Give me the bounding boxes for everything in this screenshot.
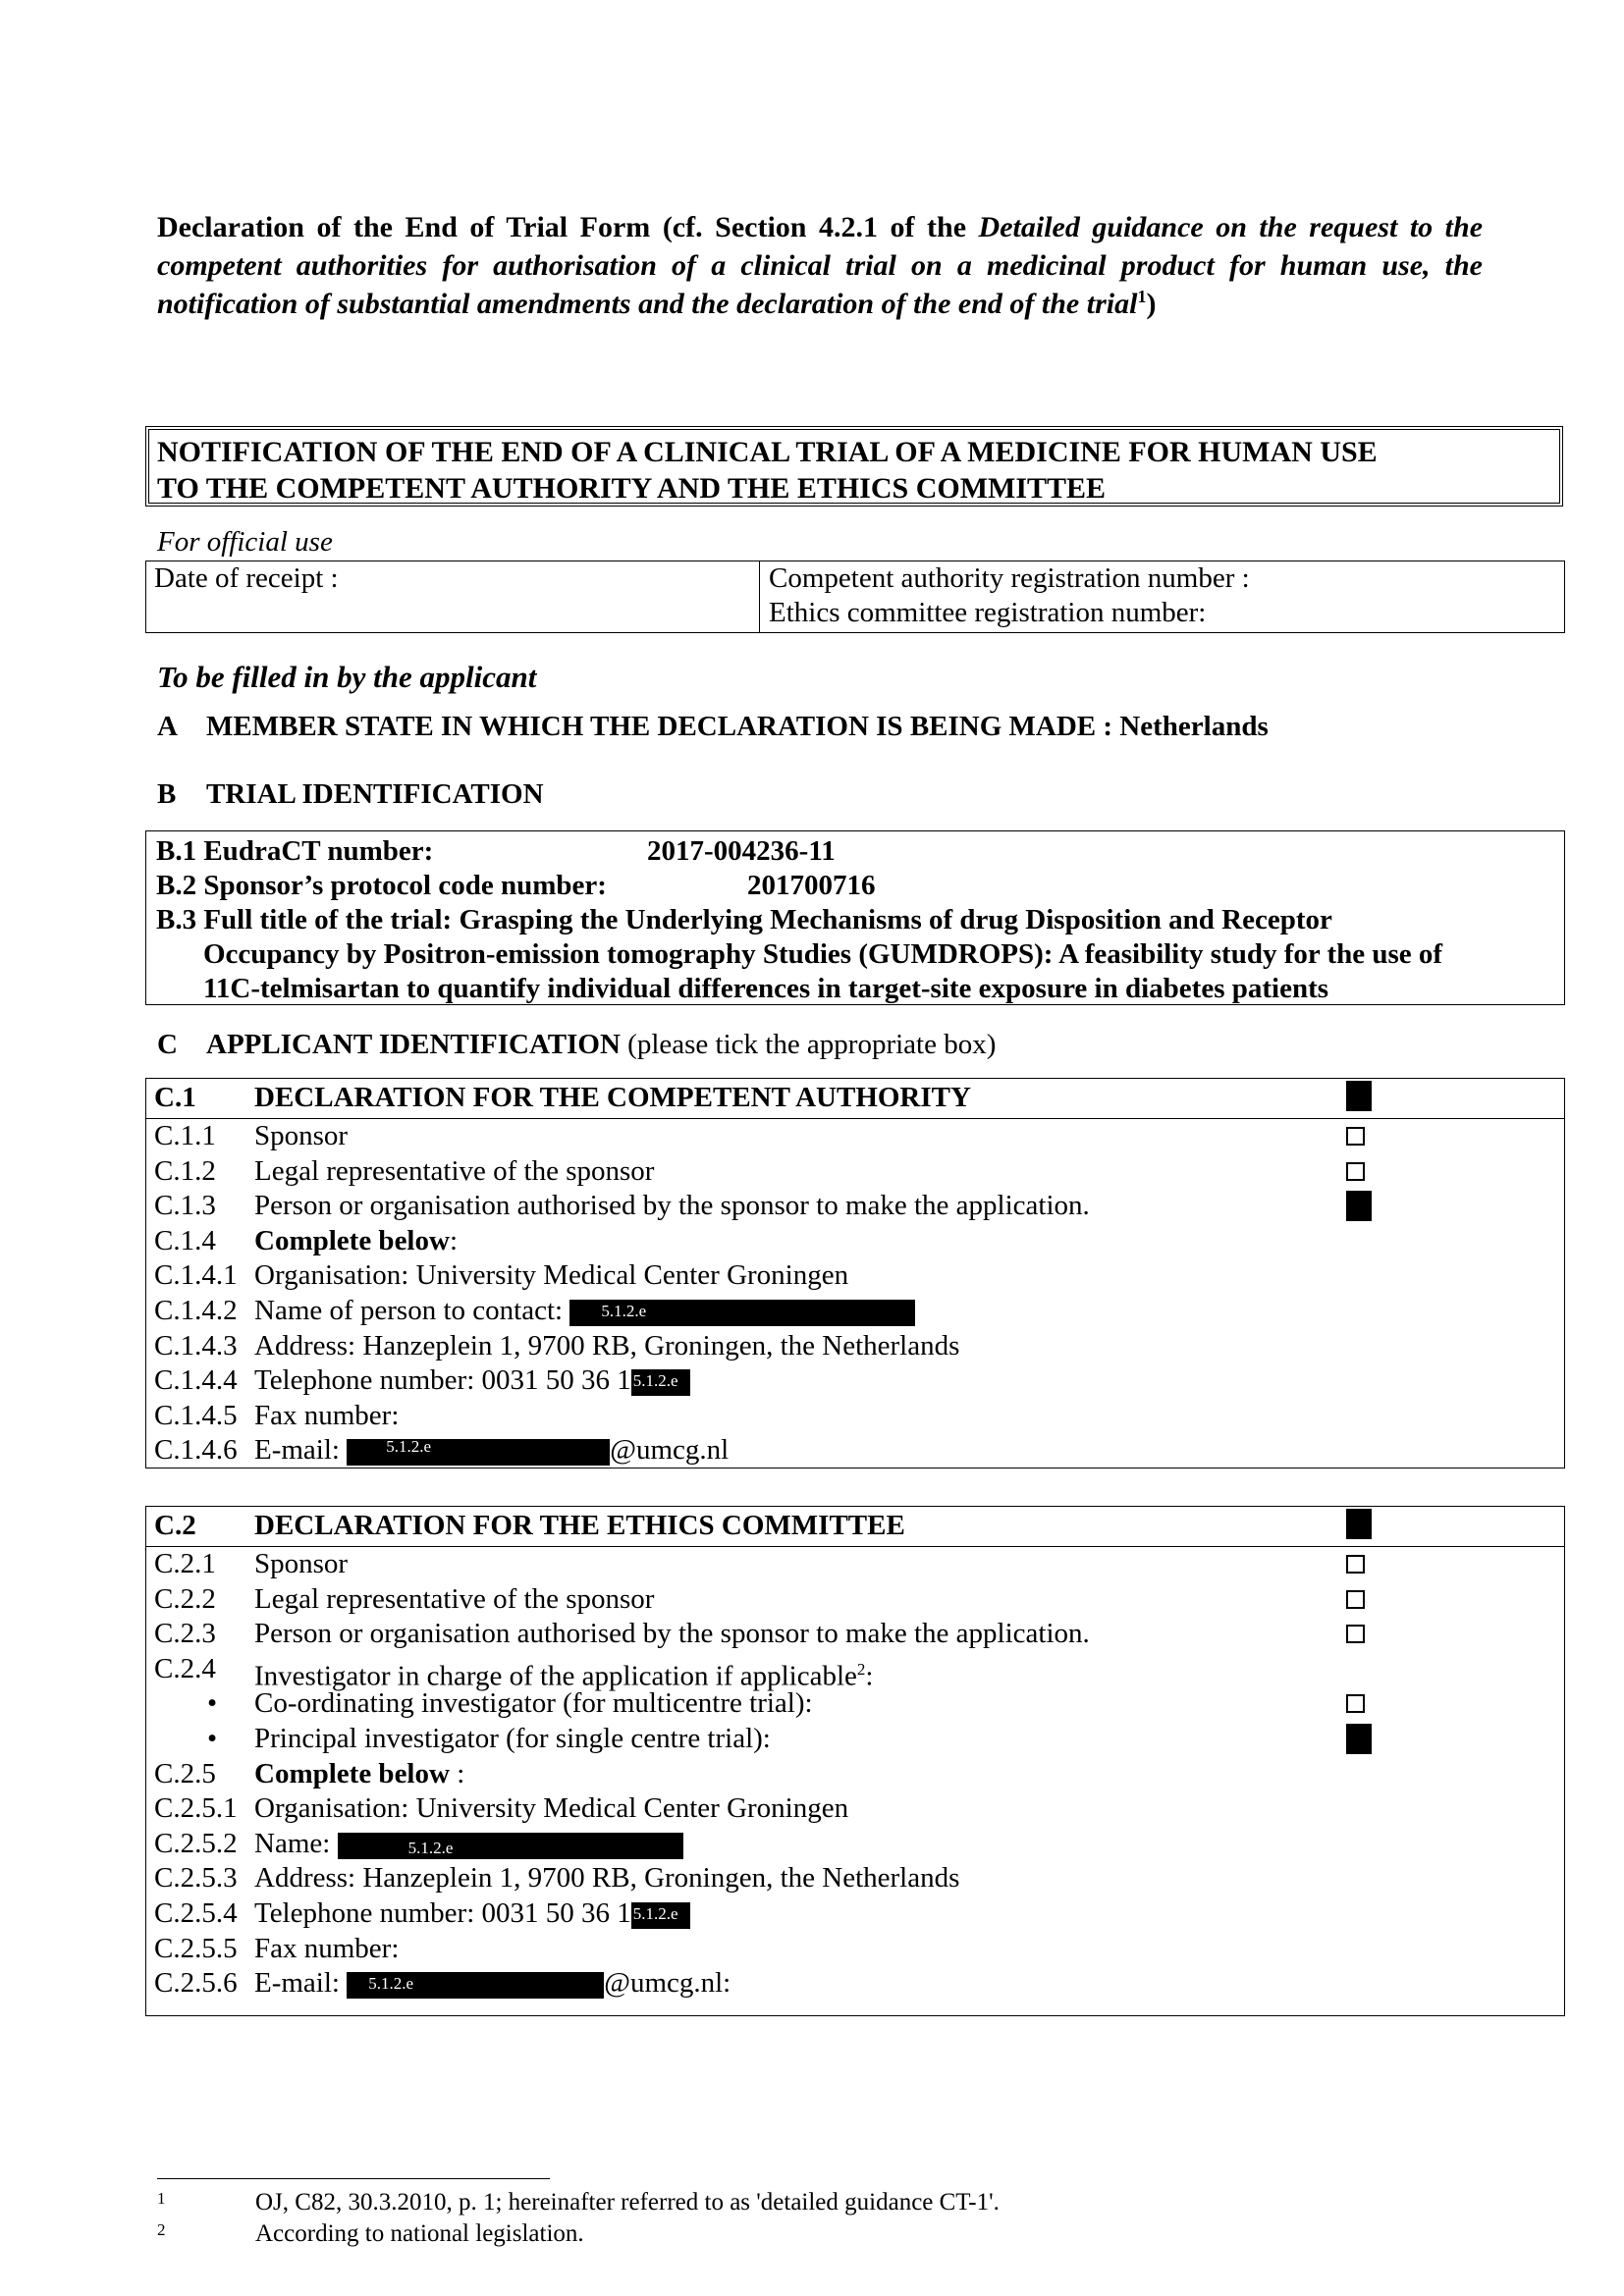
c1-header: C.1 DECLARATION FOR THE COMPETENT AUTHORITY [146, 1079, 1564, 1119]
c1-checkbox[interactable] [1346, 1081, 1372, 1111]
footnote-ref-1: 1 [1137, 287, 1147, 306]
applicant-label: To be filled in by the applicant [157, 660, 537, 694]
c2-row-investigator: C.2.4 Investigator in charge of the application if applicable$^2$: [154, 1652, 874, 1692]
competent-authority-declaration-table [145, 1078, 1565, 1468]
c1-row-complete-below: C.1.4 Complete below: [154, 1224, 458, 1256]
official-use-label: For official use [157, 526, 333, 558]
c2-row-email: C.2.5.6 E-mail: 5.1.2.e @umcg.nl: [154, 1967, 731, 2000]
c2-principal-checkbox[interactable] [1346, 1724, 1372, 1754]
ca-registration-number: Competent authority registration number : [769, 562, 1250, 594]
c2-row-principal: • Principal investigator (for single centre trial): [146, 1722, 1564, 1757]
footnote-2: 2 According to national legislation. [157, 2220, 584, 2247]
c2-row-telephone: C.2.5.4 Telephone number: 0031 50 36 1 5.1.2.e [146, 1896, 1564, 1932]
c1-row-fax: C.1.4.5 Fax number: [154, 1399, 400, 1431]
c2-header: C.2 DECLARATION FOR THE ETHICS COMMITTEE [146, 1507, 1564, 1547]
section-b-heading: B TRIAL IDENTIFICATION [157, 778, 544, 810]
footnote-1: 1 OJ, C82, 30.3.2010, p. 1; hereinafter referred to as 'detailed guidance CT-1'. [157, 2189, 1000, 2216]
c2-row-address: C.2.5.3 Address: Hanzeplein 1, 9700 RB, Groningen, the Netherlands [154, 1862, 960, 1895]
c2-row-organisation: C.2.5.1 Organisation: University Medical Center Groningen [154, 1792, 849, 1825]
footnote-divider [157, 2178, 550, 2179]
c2-authorised-checkbox[interactable] [1346, 1625, 1365, 1643]
ec-registration-number: Ethics committee registration number: [769, 597, 1207, 628]
redaction-block: 5.1.2.e [631, 1369, 690, 1396]
c1-authorised-checkbox[interactable] [1346, 1191, 1372, 1221]
trial-title-line2: Occupancy by Positron-emission tomography Studies (GUMDROPS): A feasibility study for the use of [203, 938, 1443, 970]
trial-identification-table [145, 830, 1565, 1005]
eudract-number: 2017-004236-11 [647, 835, 836, 867]
c1-row-authorised: C.1.3 Person or organisation authorised by the sponsor to make the application. [146, 1189, 1564, 1224]
c1-row-legal-rep: C.1.2 Legal representative of the sponsor [146, 1154, 1564, 1190]
redaction-block: 5.1.2.e [347, 1439, 610, 1466]
protocol-code-row: B.2 Sponsor’s protocol code number: 201700716 [156, 870, 876, 901]
c1-row-address: C.1.4.3 Address: Hanzeplein 1, 9700 RB, Groningen, the Netherlands [154, 1329, 960, 1362]
footnote-ref-2: 2 [856, 1659, 866, 1679]
section-c-heading: C APPLICANT IDENTIFICATION (please tick the appropriate box) [157, 1029, 997, 1060]
intro-heading: Declaration of the End of Trial Form (cf. Section 4.2.1 of the Detailed guidance on the request to the competent authorities for authorisation of a clinical trial on a medicinal product for human use, the notification of substantial amendments and the declaration of the end of the trial$^1$) [157, 211, 1484, 320]
c1-row-sponsor: C.1.1 Sponsor [146, 1119, 1564, 1154]
redaction-block: 5.1.2.e [338, 1833, 683, 1859]
redaction-block: 5.1.2.e [347, 1972, 604, 1999]
section-a-heading: A MEMBER STATE IN WHICH THE DECLARATION IS BEING MADE : Netherlands [157, 711, 1269, 742]
c2-coordinating-checkbox[interactable] [1346, 1694, 1365, 1713]
ethics-committee-declaration-table [145, 1506, 1565, 2016]
c2-legal-rep-checkbox[interactable] [1346, 1590, 1365, 1609]
c2-row-sponsor: C.2.1 Sponsor [146, 1547, 1564, 1582]
eudract-row: B.1 EudraCT number: 2017-004236-11 [156, 835, 836, 867]
trial-title-line3: 11C-telmisartan to quantify individual differences in target-site exposure in diabetes patients [203, 973, 1329, 1004]
notification-title-box [145, 426, 1563, 507]
c1-row-telephone: C.1.4.4 Telephone number: 0031 50 36 1 5.1.2.e [146, 1363, 1564, 1399]
intro-guidance-title: Detailed guidance on the request to the competent authorities for authorisation of a clinical trial on a medicinal product for human use, the notification of substantial amendments and the declaration of the end of the trial [157, 211, 1484, 320]
c1-row-organisation: C.1.4.1 Organisation: University Medical Center Groningen [154, 1259, 849, 1292]
c2-row-name: C.2.5.2 Name: 5.1.2.e [146, 1827, 1564, 1862]
redaction-block: 5.1.2.e [569, 1300, 915, 1326]
redaction-block: 5.1.2.e [631, 1902, 690, 1929]
c2-checkbox[interactable] [1346, 1509, 1372, 1539]
c1-row-email: C.1.4.6 E-mail: 5.1.2.e @umcg.nl [154, 1434, 730, 1467]
trial-title-line1: B.3 Full title of the trial: Grasping the Underlying Mechanisms of drug Disposition and Receptor [156, 904, 1332, 935]
c1-sponsor-checkbox[interactable] [1346, 1127, 1365, 1146]
registration-numbers-cell [761, 561, 1564, 632]
notification-title-line1: NOTIFICATION OF THE END OF A CLINICAL TRIAL OF A MEDICINE FOR HUMAN USE [157, 436, 1378, 468]
date-of-receipt-cell: Date of receipt : [146, 561, 760, 632]
c1-row-contact-name: C.1.4.2 Name of person to contact: 5.1.2.e [146, 1294, 1564, 1329]
protocol-code: 201700716 [747, 870, 876, 901]
c2-row-authorised: C.2.3 Person or organisation authorised by the sponsor to make the application. [146, 1617, 1564, 1652]
c2-sponsor-checkbox[interactable] [1346, 1555, 1365, 1574]
c2-row-legal-rep: C.2.2 Legal representative of the sponsor [146, 1582, 1564, 1618]
c2-row-coordinating: • Co-ordinating investigator (for multicentre trial): [146, 1686, 1564, 1722]
official-use-table [145, 561, 1565, 633]
c1-legal-rep-checkbox[interactable] [1346, 1162, 1365, 1181]
c2-row-complete-below: C.2.5 Complete below : [154, 1757, 465, 1789]
c2-row-fax: C.2.5.5 Fax number: [154, 1932, 400, 1964]
notification-title-line2: TO THE COMPETENT AUTHORITY AND THE ETHICS COMMITTEE [157, 472, 1107, 505]
